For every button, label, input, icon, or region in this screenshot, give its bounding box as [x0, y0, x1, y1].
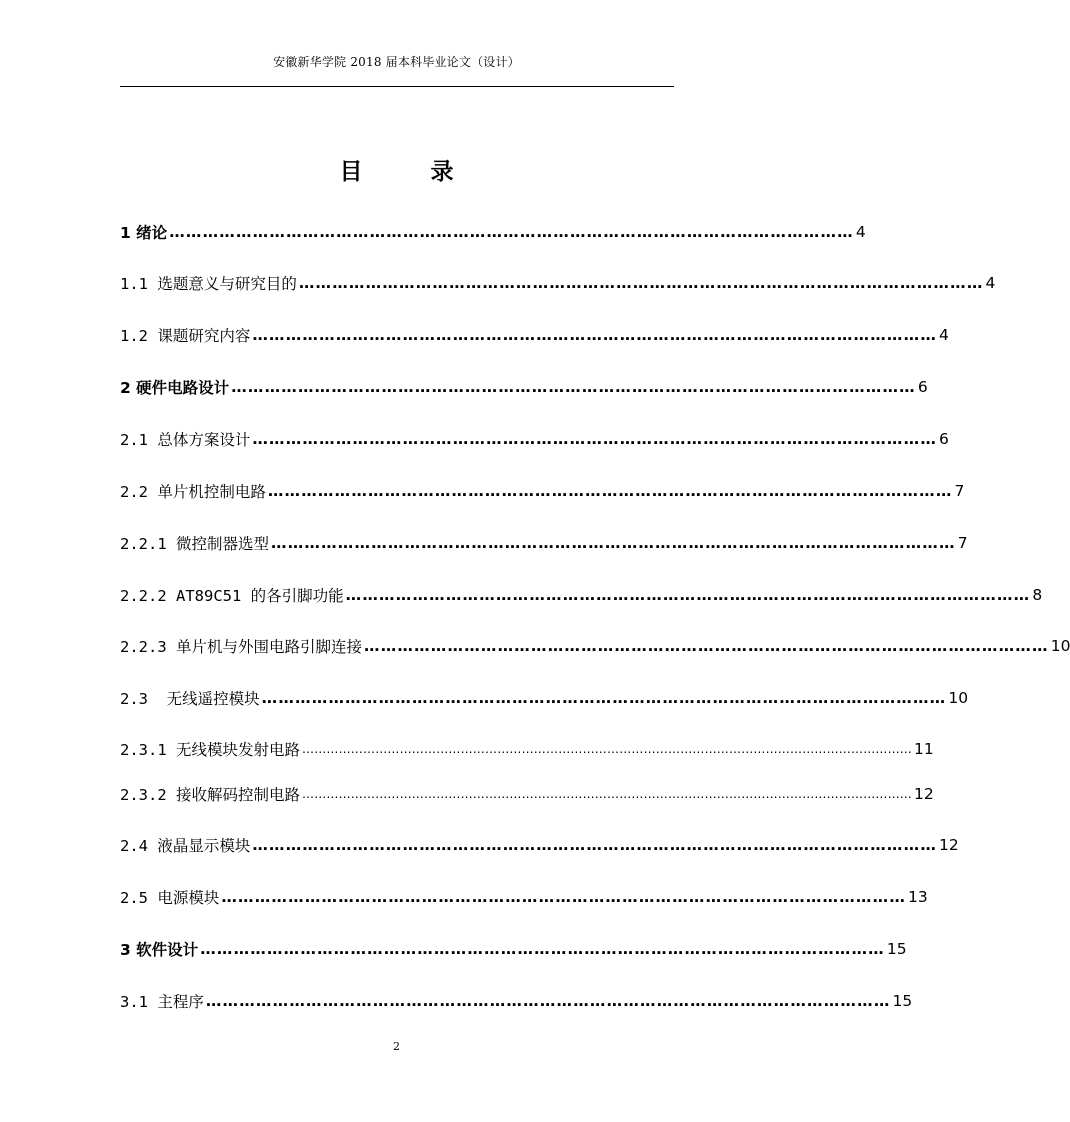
toc-entry-page: 10 [948, 689, 969, 707]
toc-leader-dots: …………………………………………………………………………………………………………… [261, 689, 947, 707]
toc-entry-label: 2.2.1 微控制器选型 [120, 535, 269, 553]
toc-entry[interactable] [120, 583, 1043, 607]
toc-entry-page: 15 [886, 940, 907, 958]
toc-entry-page: 12 [939, 836, 959, 854]
toc-entry-page: 4 [939, 326, 949, 344]
toc-leader-dots: …………………………………………………………………………………………………………… [231, 378, 916, 396]
toc-entry[interactable] [120, 989, 913, 1013]
toc-entry-page: 7 [954, 482, 965, 500]
toc-entry-page: 4 [985, 274, 996, 292]
toc-leader-dots: …………………………………………………………………………………………………………… [200, 940, 885, 958]
toc-entry[interactable] [120, 686, 969, 710]
toc-entry-label: 2.1 总体方案设计 [120, 431, 251, 449]
toc-entry-label: 2.5 电源模块 [120, 889, 220, 907]
toc-leader-dots: …………………………………………………………………………………………………………… [267, 482, 953, 500]
toc-leader-dots: …………………………………………………………………………………………………………… [345, 586, 1031, 604]
toc-entry-label: 3 软件设计 [120, 941, 199, 959]
toc-entry[interactable] [120, 833, 959, 857]
toc-entry[interactable] [120, 937, 907, 961]
running-header: 安徽新华学院 2018 届本科毕业论文（设计） [273, 55, 520, 69]
toc-entry-page: 12 [914, 785, 934, 803]
toc-entry-page: 15 [892, 992, 913, 1010]
toc-entry[interactable] [120, 531, 968, 555]
toc-entry-page: 6 [939, 430, 949, 448]
header-rule [120, 86, 674, 87]
toc-entry[interactable] [120, 782, 934, 806]
toc-leader-dots: …………………………………………………………………………………………………………… [271, 534, 956, 552]
toc-entry-label: 1.1 选题意义与研究目的 [120, 275, 297, 293]
toc-entry-label: 2.3.1 无线模块发射电路 [120, 741, 300, 759]
toc-entry-label: 2.2.3 单片机与外围电路引脚连接 [120, 638, 362, 656]
toc-leader-dots: …………………………………………………………………………………………………………… [298, 274, 984, 292]
toc-entry-page: 7 [957, 534, 968, 552]
toc-entry-page: 10 [1050, 637, 1070, 655]
toc-leader-dots: …………………………………………………………………………………………………………………………………… [302, 787, 912, 801]
toc-leader-dots: …………………………………………………………………………………………………………… [252, 836, 938, 854]
toc-entry[interactable] [120, 427, 949, 451]
toc-entry-page: 6 [917, 378, 928, 396]
toc-leader-dots: …………………………………………………………………………………………………………… [221, 888, 907, 906]
toc-entry[interactable] [120, 220, 866, 244]
toc-leader-dots: …………………………………………………………………………………………………………………………………… [302, 742, 912, 756]
toc-entry-page: 11 [914, 740, 934, 758]
toc-leader-dots: …………………………………………………………………………………………………………… [364, 637, 1049, 655]
toc-entry-label: 1 绪论 [120, 224, 168, 242]
toc-entry-label: 2 硬件电路设计 [120, 379, 230, 397]
page-number: 2 [393, 1040, 400, 1053]
toc-entry[interactable] [120, 323, 949, 347]
toc-entry[interactable] [120, 885, 928, 909]
toc-leader-dots: …………………………………………………………………………………………………………… [169, 223, 854, 241]
toc-leader-dots: …………………………………………………………………………………………………………… [205, 992, 891, 1010]
toc-entry[interactable] [120, 375, 928, 399]
toc-entry-page: 8 [1032, 586, 1043, 604]
toc-entry-page: 4 [855, 223, 866, 241]
toc-entry[interactable] [120, 634, 1070, 658]
toc-entry-label: 3.1 主程序 [120, 993, 204, 1011]
toc-entry-page: 13 [908, 888, 928, 906]
toc-entry-label: 2.3.2 接收解码控制电路 [120, 786, 300, 804]
toc-entry-label: 2.2.2 AT89C51 的各引脚功能 [120, 587, 344, 605]
toc-entry-label: 2.2 单片机控制电路 [120, 483, 266, 501]
toc-title: 目 录 [339, 159, 484, 185]
toc-entry-label: 2.3 无线遥控模块 [120, 690, 260, 708]
toc-entry[interactable] [120, 271, 996, 295]
toc-leader-dots: …………………………………………………………………………………………………………… [252, 430, 938, 448]
toc-leader-dots: …………………………………………………………………………………………………………… [252, 326, 938, 344]
toc-entry[interactable] [120, 737, 934, 761]
toc-entry[interactable] [120, 479, 965, 503]
toc-entry-label: 2.4 液晶显示模块 [120, 837, 251, 855]
toc-entry-label: 1.2 课题研究内容 [120, 327, 251, 345]
